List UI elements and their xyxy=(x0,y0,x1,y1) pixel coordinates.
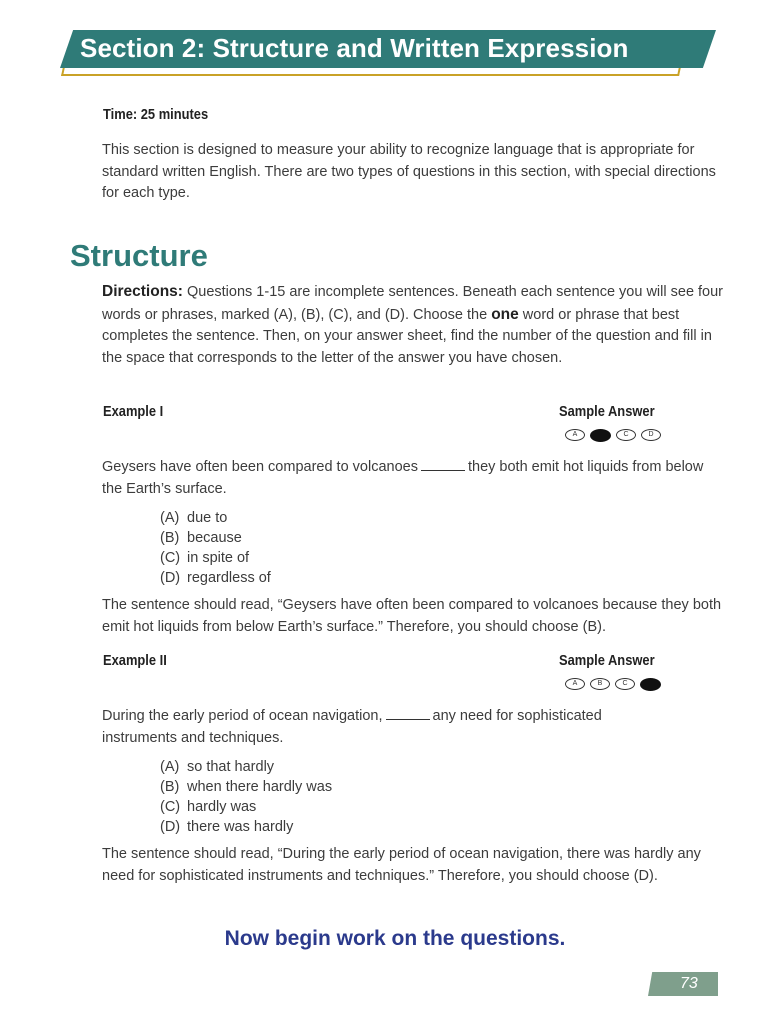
bubble-b: B xyxy=(590,678,610,690)
example-2-options xyxy=(160,757,332,837)
bubble-d: D xyxy=(641,429,661,441)
example-1-sample-label: Sample Answer xyxy=(559,403,655,420)
option-letter: (A) xyxy=(160,510,180,526)
example-2-sentence-before: During the early period of ocean navigation, xyxy=(102,708,383,724)
bubble-a: A xyxy=(565,678,585,690)
example-2-explanation: The sentence should read, “During the early period of ocean navigation, there was hardly any need for sophisticated instruments and techniques.” Therefore, you should choose (D). xyxy=(102,846,701,884)
example-2-sentence-after: any need for sophisticated instruments and techniques. xyxy=(102,708,602,746)
option-row xyxy=(160,508,271,528)
directions-label: Directions: xyxy=(102,283,183,300)
option-text: hardly was xyxy=(187,799,257,815)
option-row xyxy=(160,777,332,797)
answer-blank xyxy=(386,709,430,720)
option-text: because xyxy=(187,530,242,546)
option-row xyxy=(160,797,332,817)
option-row xyxy=(160,528,271,548)
option-row xyxy=(160,548,271,568)
structure-heading: Structure xyxy=(70,238,208,273)
directions-text-after: word or phrase that best completes the sentence. Then, on your answer sheet, find the number of the question and fill in the space that corresponds to the letter of the answer you have chosen. xyxy=(102,306,712,367)
example-1-sentence-after: they both emit hot liquids from below the Earth’s surface. xyxy=(102,459,704,497)
option-letter: (C) xyxy=(160,799,181,815)
bubble-c: C xyxy=(616,429,636,441)
example-1-sentence-before: Geysers have often been compared to volcanoes xyxy=(102,459,418,475)
option-text: so that hardly xyxy=(187,759,275,775)
option-row xyxy=(160,817,332,837)
begin-text: Now begin work on the questions. xyxy=(224,927,566,950)
section-title: Section 2: Structure and Written Expression xyxy=(80,33,629,63)
option-letter: (B) xyxy=(160,779,180,795)
option-letter: (C) xyxy=(160,550,181,566)
option-row xyxy=(160,757,332,777)
directions-paragraph xyxy=(102,281,727,370)
option-text: in spite of xyxy=(187,550,250,566)
option-letter: (B) xyxy=(160,530,180,546)
answer-blank xyxy=(421,460,465,471)
bubble-a: A xyxy=(565,429,585,441)
option-text: due to xyxy=(187,510,228,526)
bubble-b-filled xyxy=(590,429,611,442)
option-letter: (D) xyxy=(160,570,181,586)
directions-text-before: Questions 1-15 are incomplete sentences. Beneath each sentence you will see four words or phrases, marked (A), (B), (C), and (D). Choose the xyxy=(102,284,724,323)
example-2-sentence xyxy=(102,706,672,749)
example-1-explanation: The sentence should read, “Geysers have often been compared to volcanoes because they both emit hot liquids from below Earth’s surface.” Therefore, you should choose (B). xyxy=(102,597,722,635)
page-number: 73 xyxy=(680,975,698,992)
begin-instruction xyxy=(0,927,768,951)
example-2-sample-label: Sample Answer xyxy=(559,652,655,669)
bubble-d-filled xyxy=(640,678,661,691)
intro-paragraph: This section is designed to measure your ability to recognize language that is appropriate for standard written English. There are two types of questions in this section, with special directions for each type. xyxy=(102,142,716,202)
example-2-answer-bubbles xyxy=(565,678,661,691)
option-row xyxy=(160,568,271,588)
example-1-options xyxy=(160,508,271,588)
option-text: when there hardly was xyxy=(187,779,333,795)
example-1-sentence xyxy=(102,457,727,500)
option-text: regardless of xyxy=(187,570,271,586)
option-letter: (A) xyxy=(160,759,180,775)
time-label: Time: 25 minutes xyxy=(103,106,209,123)
directions-emphasis: one xyxy=(491,305,519,323)
option-letter: (D) xyxy=(160,819,181,835)
example-2-label: Example II xyxy=(103,652,167,669)
option-text: there was hardly xyxy=(187,819,294,835)
example-1-label: Example I xyxy=(103,403,164,420)
bubble-c: C xyxy=(615,678,635,690)
example-1-answer-bubbles xyxy=(565,429,661,442)
